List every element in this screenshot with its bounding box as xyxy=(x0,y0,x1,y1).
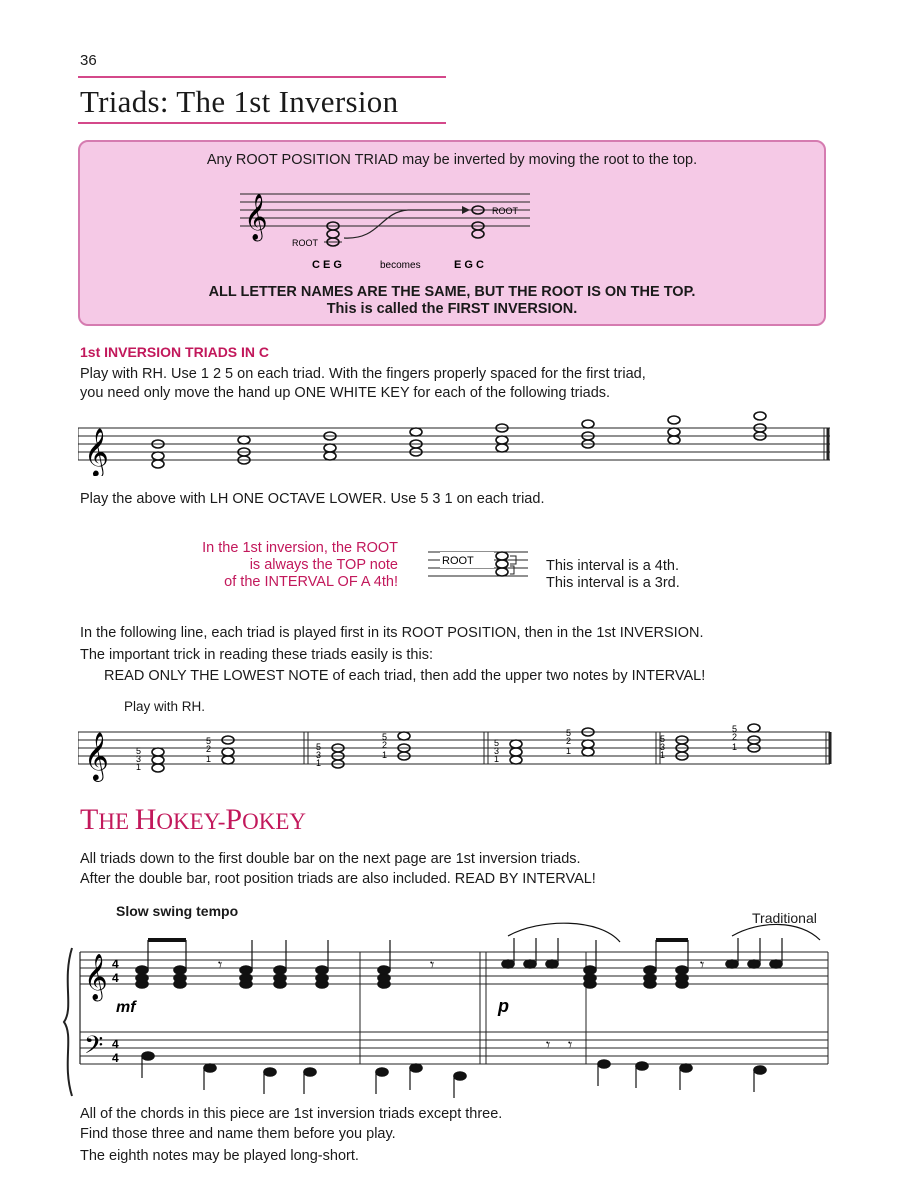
becomes-label: becomes xyxy=(380,260,421,271)
tempo-marking: Slow swing tempo xyxy=(116,903,239,919)
fingering: 5 xyxy=(316,742,322,752)
note-head xyxy=(378,966,390,974)
note-head xyxy=(510,740,522,748)
tip-line2: is always the TOP note xyxy=(249,557,398,573)
note-head xyxy=(584,966,596,974)
fingering: 2 xyxy=(566,736,572,746)
header-rule xyxy=(78,76,446,78)
score-chords xyxy=(136,923,820,1098)
piece-intro1: All triads down to the first double bar on the next page are 1st inversion triads. xyxy=(80,851,581,867)
box-line2: This is called the FIRST INVERSION. xyxy=(326,301,578,317)
fingering: 5 xyxy=(660,734,666,744)
rest-icon: 𝄾 xyxy=(568,1037,573,1054)
note-head xyxy=(398,732,410,740)
time-sig-bottom: 4 xyxy=(112,971,119,985)
fingering: 3 xyxy=(136,754,142,764)
page-number: 36 xyxy=(80,52,97,69)
treble-clef-icon: 𝄞 xyxy=(84,955,108,999)
hokey-pokey-score xyxy=(60,920,840,1102)
note-head xyxy=(676,974,688,982)
section1-p2: you need only move the hand up ONE WHITE KEY for each of the following triads. xyxy=(80,385,611,401)
note-e xyxy=(327,230,339,238)
note-head xyxy=(748,960,760,968)
note-head xyxy=(668,436,680,444)
root-label-left: ROOT xyxy=(292,238,318,248)
note-head xyxy=(152,748,164,756)
note-head xyxy=(496,444,508,452)
rest-icon: 𝄾 xyxy=(430,957,435,974)
bass-clef-icon: 𝄢 xyxy=(84,1032,104,1065)
note-head xyxy=(582,420,594,428)
fingering: 5 xyxy=(382,732,388,742)
fingering: 1 xyxy=(566,746,572,756)
fingering: 5 xyxy=(566,728,572,738)
note-head xyxy=(136,974,148,982)
section2-p3: READ ONLY THE LOWEST NOTE of each triad, then add the upper two notes by INTERVAL! xyxy=(104,668,706,684)
note-head xyxy=(510,756,522,764)
section2-p2: The important trick in reading these triads easily is this: xyxy=(80,647,433,663)
tip-text xyxy=(120,540,398,591)
note-head xyxy=(378,974,390,982)
root-vs-inversion-staff xyxy=(78,712,838,782)
time-sig-top: 4 xyxy=(112,957,119,971)
note-head xyxy=(644,974,656,982)
tip-line3: of the INTERVAL OF A 4th! xyxy=(224,574,398,590)
title-rest3: OKEY xyxy=(242,809,306,834)
note-head xyxy=(264,1068,276,1076)
piece-after1: All of the chords in this piece are 1st inversion triads except three. xyxy=(80,1106,503,1122)
piece-after2: Find those three and name them before you play. xyxy=(80,1126,396,1142)
piece-intro2: After the double bar, root position triads are also included. READ BY INTERVAL! xyxy=(80,871,596,887)
rest-icon: 𝄾 xyxy=(546,1037,551,1054)
fingering: 1 xyxy=(732,742,738,752)
fingering: 1 xyxy=(660,750,666,760)
title-rest2: OKEY- xyxy=(156,809,226,834)
note-head xyxy=(376,1068,388,1076)
fingering: 2 xyxy=(206,744,212,754)
fingering: 1 xyxy=(206,754,212,764)
section1-after: Play the above with LH ONE OCTAVE LOWER. Use 5 3 1 on each triad. xyxy=(80,491,545,507)
note-head xyxy=(676,966,688,974)
note-head xyxy=(174,974,186,982)
note-head xyxy=(324,444,336,452)
fingering: 3 xyxy=(660,742,666,752)
letters-right: E G C xyxy=(454,259,484,271)
note-head xyxy=(152,756,164,764)
note-head xyxy=(668,416,680,424)
note-head xyxy=(222,756,234,764)
tip-interval-3rd: This interval is a 3rd. xyxy=(546,575,680,591)
note-head xyxy=(770,960,782,968)
fingering: 5 xyxy=(136,746,142,756)
slur xyxy=(732,924,820,940)
fingering: 2 xyxy=(732,732,738,742)
piece-after3: The eighth notes may be played long-short. xyxy=(80,1148,359,1164)
fingering: 1 xyxy=(316,758,322,768)
tip-root-label: ROOT xyxy=(442,555,474,567)
fingering: 1 xyxy=(494,754,500,764)
grand-staff-brace xyxy=(64,948,72,1096)
piece-title xyxy=(80,803,306,837)
note-bottom xyxy=(496,568,508,576)
note-head xyxy=(152,764,164,772)
letters-left: C E G xyxy=(312,259,342,271)
title-rule xyxy=(78,122,446,124)
dynamic-mf: mf xyxy=(116,999,136,1016)
note-head xyxy=(582,740,594,748)
note-head xyxy=(668,428,680,436)
note-head xyxy=(680,1064,692,1072)
box-intro: Any ROOT POSITION TRIAD may be inverted by moving the root to the top. xyxy=(206,152,698,168)
tip-interval-4th: This interval is a 4th. xyxy=(546,558,679,574)
tip-line1: In the 1st inversion, the ROOT xyxy=(202,540,398,556)
fingering: 2 xyxy=(382,740,388,750)
fingering: 1 xyxy=(382,750,388,760)
fingering: 5 xyxy=(494,738,500,748)
note-head xyxy=(238,436,250,444)
fingering: 3 xyxy=(316,750,322,760)
treble-clef-icon: 𝄞 xyxy=(244,195,268,239)
note-head xyxy=(304,1068,316,1076)
tip-diagram xyxy=(428,544,538,590)
note-head xyxy=(510,748,522,756)
note-head xyxy=(274,974,286,982)
note-head xyxy=(754,412,766,420)
fingering: 5 xyxy=(732,724,738,734)
note-mid xyxy=(496,560,508,568)
root-label-right: ROOT xyxy=(492,206,518,216)
note-e2 xyxy=(472,230,484,238)
fingering: 5 xyxy=(206,736,212,746)
note-head xyxy=(502,960,514,968)
note-head xyxy=(582,748,594,756)
section2-p1: In the following line, each triad is played first in its ROOT POSITION, then in the 1st INVERSION. xyxy=(80,625,704,641)
fingering: 3 xyxy=(494,746,500,756)
note-head xyxy=(274,966,286,974)
note-head xyxy=(204,1064,216,1072)
play-with-rh: Play with RH. xyxy=(124,699,206,714)
note-head xyxy=(496,436,508,444)
note-head xyxy=(636,1062,648,1070)
bass-staff xyxy=(80,1032,828,1064)
title-cap1: T xyxy=(80,803,99,836)
bass-time-sig-bottom: 4 xyxy=(112,1051,119,1065)
treble-staff xyxy=(80,952,828,984)
fingering: 1 xyxy=(136,762,142,772)
note-head xyxy=(726,960,738,968)
triads-staff xyxy=(78,404,838,476)
note-head xyxy=(644,966,656,974)
note-head xyxy=(136,966,148,974)
note-head xyxy=(174,966,186,974)
treble-clef-icon: 𝄞 xyxy=(84,732,109,779)
section1-p1: Play with RH. Use 1 2 5 on each triad. With the fingers properly spaced for the first triad, xyxy=(80,366,646,382)
note-head xyxy=(598,1060,610,1068)
title-rest1: HE xyxy=(98,809,135,834)
note-head xyxy=(152,460,164,468)
note-head xyxy=(754,1066,766,1074)
note-head xyxy=(584,974,596,982)
note-head xyxy=(240,974,252,982)
box-line1: ALL LETTER NAMES ARE THE SAME, BUT THE ROOT IS ON THE TOP. xyxy=(208,284,696,300)
note-head xyxy=(316,974,328,982)
note-head xyxy=(748,724,760,732)
note-top xyxy=(496,552,508,560)
bass-time-sig-top: 4 xyxy=(112,1037,119,1051)
note-head xyxy=(546,960,558,968)
rest-icon: 𝄾 xyxy=(218,957,223,974)
note-head xyxy=(410,428,422,436)
note-head xyxy=(324,452,336,460)
note-head xyxy=(240,966,252,974)
note-head xyxy=(142,1052,154,1060)
slur xyxy=(508,923,620,942)
page-title: Triads: The 1st Inversion xyxy=(80,84,399,119)
treble-clef-icon: 𝄞 xyxy=(84,428,109,475)
section-heading: 1st INVERSION TRIADS IN C xyxy=(80,344,270,360)
note-head xyxy=(222,748,234,756)
diagram-staff xyxy=(240,194,530,226)
note-head xyxy=(410,1064,422,1072)
note-head xyxy=(152,452,164,460)
note-head xyxy=(316,966,328,974)
note-head xyxy=(524,960,536,968)
dynamic-p: p xyxy=(498,996,509,1016)
rest-icon: 𝄾 xyxy=(700,957,705,974)
composer-credit: Traditional xyxy=(752,910,817,926)
inversion-diagram xyxy=(230,180,540,272)
title-cap2: H xyxy=(134,803,157,836)
title-cap3: P xyxy=(225,803,243,836)
note-head xyxy=(454,1072,466,1080)
